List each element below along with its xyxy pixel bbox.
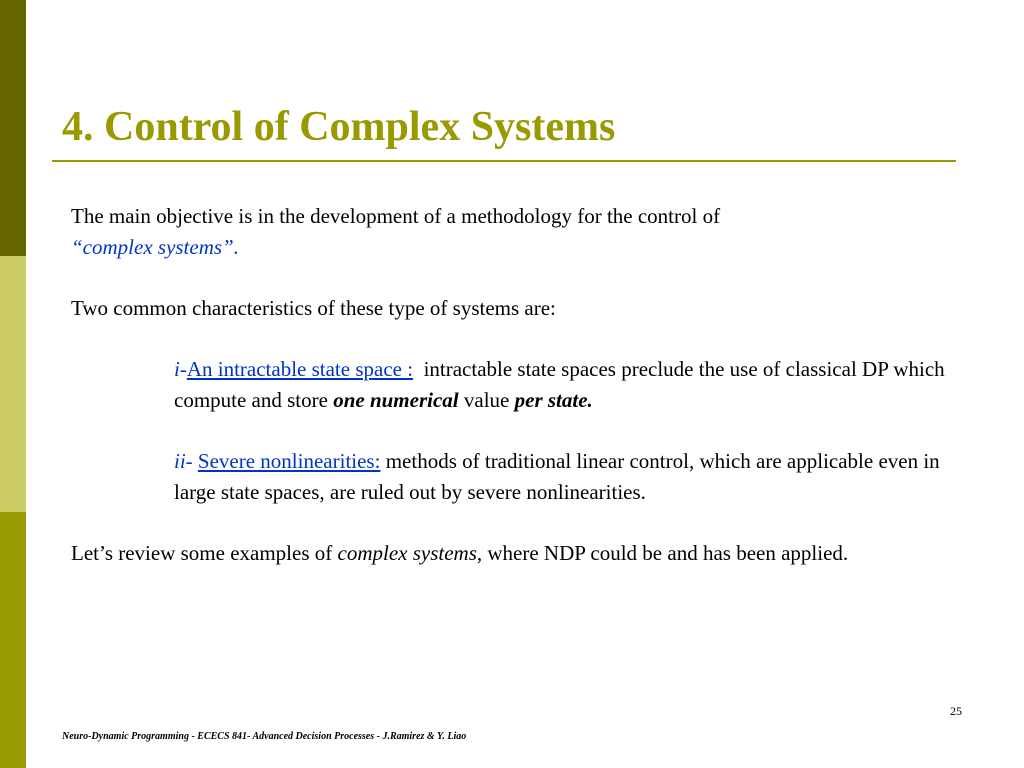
item-prefix: ii- <box>174 449 193 473</box>
list-item-nonlinearities <box>174 446 954 508</box>
complex-systems-quote: “complex systems”. <box>71 235 239 259</box>
page-number: 25 <box>950 704 962 718</box>
sidebar-band-top <box>0 0 26 256</box>
paragraph-examples <box>71 538 951 569</box>
list-item-intractable <box>174 354 954 416</box>
sidebar-band-middle <box>0 256 26 512</box>
paragraph-characteristics: Two common characteristics of these type of systems are: <box>71 296 556 320</box>
link-intractable-state-space[interactable]: An intractable state space : <box>186 357 414 381</box>
item-text: value <box>463 388 510 412</box>
item-text: methods of traditional linear control, which are applicable even in large state spaces, are ruled out by severe nonlinearities. <box>174 449 940 504</box>
paragraph-objective <box>71 201 951 263</box>
item-text: intractable state spaces preclude the use of classical DP which compute and store <box>174 357 945 412</box>
examples-text: where NDP could be and has been applied. <box>487 541 849 565</box>
item-emphasis: per state. <box>514 388 593 412</box>
slide-title: 4. Control of Complex Systems <box>62 104 616 150</box>
item-prefix: i- <box>174 357 187 381</box>
objective-text: The main objective is in the development of a methodology for the control of <box>71 204 721 228</box>
sidebar-band-bottom <box>0 512 26 768</box>
title-underline <box>52 160 956 162</box>
link-severe-nonlinearities[interactable]: Severe nonlinearities: <box>197 449 381 473</box>
examples-emphasis: complex systems, <box>337 541 483 565</box>
item-emphasis: one numerical <box>333 388 459 412</box>
examples-text: Let’s review some examples of <box>71 541 333 565</box>
footer-text: Neuro-Dynamic Programming - ECECS 841- Advanced Decision Processes - J.Ramirez & Y. Liao <box>62 731 467 742</box>
